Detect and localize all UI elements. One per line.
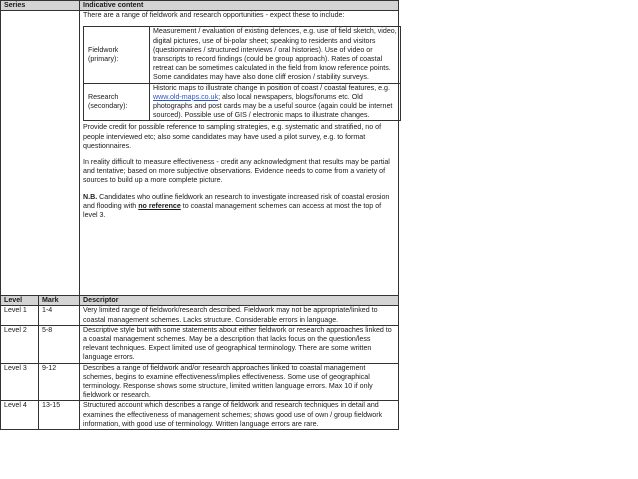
effectiveness-paragraph: In reality difficult to measure effectiveness - credit any acknowledgment that results may be partial and tentative; based on more subjective observations. Evidence needs to come from a variety of sources to build up a more complete picture. [83, 158, 390, 185]
nb-text-after: to coastal management schemes can access at most the top of level 3. [83, 201, 382, 220]
content-row [1, 11, 399, 296]
indicative-content-header: Indicative content [80, 1, 399, 11]
research-text [150, 83, 401, 121]
descriptor-cell: Very limited range of fieldwork/research described. Fieldwork may not be appropriate/linked to coastal management schemes. Lacks structure. Considerable errors in language. [80, 306, 399, 325]
level-row [1, 306, 399, 325]
series-cell [1, 11, 80, 296]
indicative-content-cell [80, 11, 399, 296]
fieldwork-text: Measurement / evaluation of existing defences, e.g. use of field sketch, video, digital pictures, use of bi-polar sheet; speaking to residents and visitors (questionnaires / structured interviews / oral histories). Use of video or transcripts to record findings (could be group approach). Rates of coastal retreat can be sometimes calculated in the field from know reference points. Some candidates may have also done cliff erosion / stability surveys. [150, 27, 401, 83]
mark-cell: 5-8 [39, 325, 80, 363]
level-row [1, 325, 399, 363]
descriptor-header: Descriptor [80, 296, 399, 306]
level-row [1, 401, 399, 430]
research-label [84, 83, 150, 121]
mark-cell: 9-12 [39, 363, 80, 401]
fieldwork-row [84, 27, 401, 83]
level-cell: Level 1 [1, 306, 39, 325]
research-label-main: Research [88, 92, 119, 101]
nb-paragraph [83, 193, 395, 221]
header-row [1, 1, 399, 11]
level-cell: Level 2 [1, 325, 39, 363]
level-header: Level [1, 296, 39, 306]
level-row [1, 363, 399, 401]
intro-text: There are a range of fieldwork and research opportunities - expect these to include: [83, 11, 345, 20]
fieldwork-label [84, 27, 150, 83]
descriptor-cell: Descriptive style but with some statements about either fieldwork or research approaches linked to a coastal management schemes. May be a description that lacks focus on the question/less relevant techniques. Expect limited use of geographical terminology. There are some written language errors. [80, 325, 399, 363]
fieldwork-label-sub: (primary): [88, 55, 119, 64]
research-label-sub: (secondary): [88, 102, 128, 111]
fieldwork-label-main: Fieldwork [88, 45, 119, 54]
research-row [84, 83, 401, 121]
level-cell: Level 4 [1, 401, 39, 430]
nb-text-before: Candidates who outline fieldwork an research to investigate increased risk of coastal erosion and flooding with [83, 192, 390, 210]
nb-lead: N.B. [83, 192, 98, 201]
research-text-before: Historic maps to illustrate change in position of coast / coastal features, e.g. [153, 83, 390, 92]
descriptor-cell: Describes a range of fieldwork and/or research approaches linked to coastal management schemes, begins to examine effectiveness/implies effectiveness. Some use of geographical terminology. Response shows some structure, limited written language errors. Max 10 if only fieldwork or research. [80, 363, 399, 401]
mark-header: Mark [39, 296, 80, 306]
sampling-paragraph: Provide credit for possible reference to sampling strategies, e.g. systematic and stratified, no of people interviewed etc; also some candidates may have used a pilot survey, e.g. to format questionnaires. [83, 123, 382, 150]
levels-header-row [1, 296, 399, 306]
nb-emphasis: no reference [138, 201, 181, 210]
mark-cell: 13-15 [39, 401, 80, 430]
fieldwork-research-table [83, 26, 401, 121]
descriptor-cell: Structured account which describes a range of fieldwork and research techniques in detail and examines the effectiveness of management schemes; shows good use of own / group fieldwork information, with good use of terminology. Written language errors are rare. [80, 401, 399, 430]
research-text-after: ; also local newspapers, blogs/forums etc. Old photographs and post cards may be a useful source (again could be internet sourced). Possible use of GIS / electronic maps to illustrate changes. [153, 92, 393, 120]
old-maps-link[interactable]: www.old-maps.co.uk [153, 92, 219, 101]
level-cell: Level 3 [1, 363, 39, 401]
series-header: Series [1, 1, 80, 11]
mark-cell: 1-4 [39, 306, 80, 325]
